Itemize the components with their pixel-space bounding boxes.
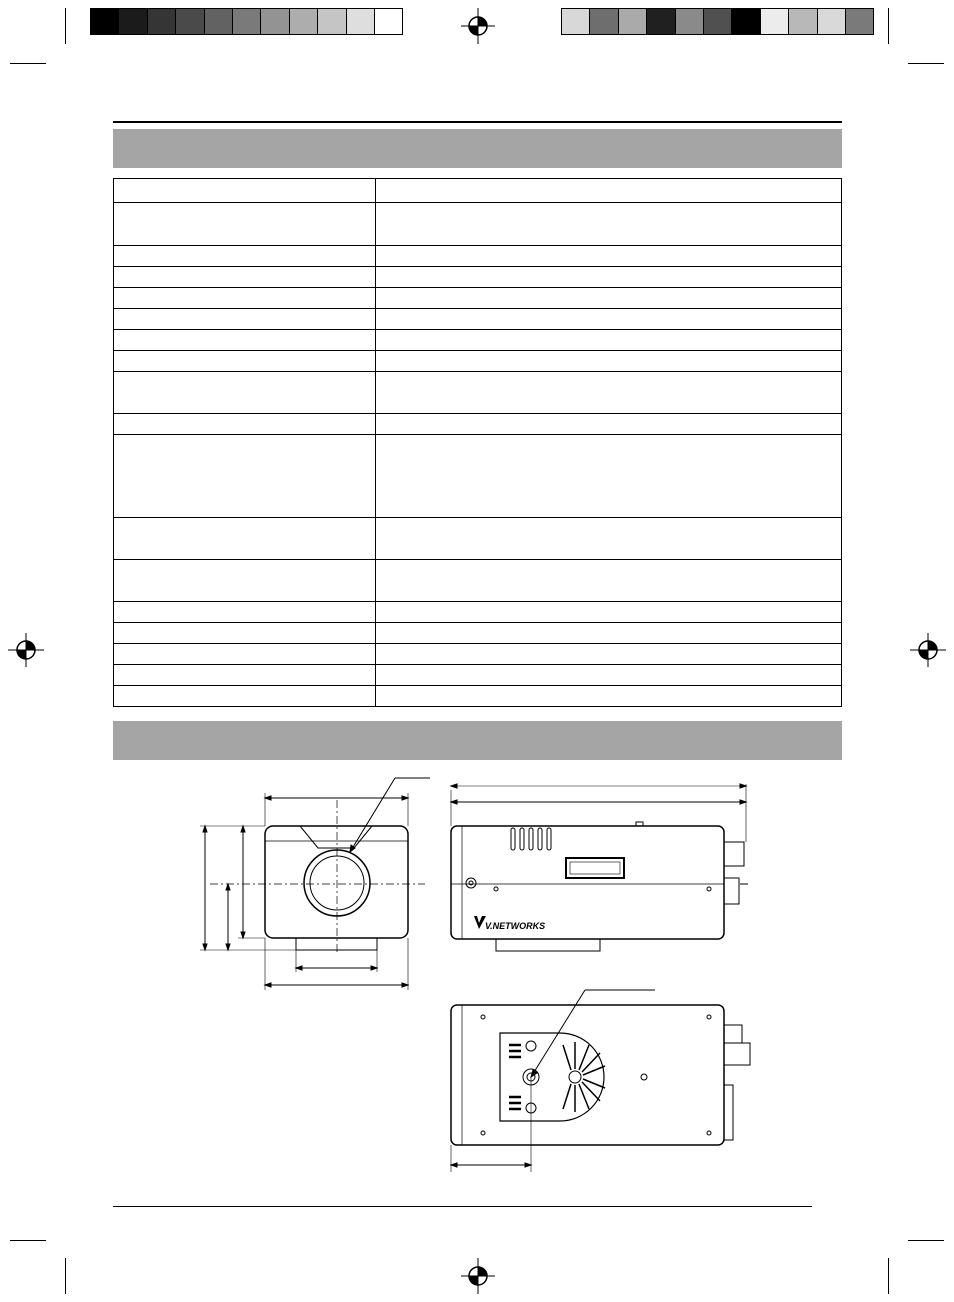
spec-value-cell: [376, 288, 842, 309]
spec-label-cell: [114, 372, 376, 414]
spec-label-cell: [114, 435, 376, 518]
color-swatch: [119, 9, 147, 34]
color-calibration-bar-right: [561, 8, 874, 35]
spec-label-cell: [114, 288, 376, 309]
spec-value-cell: [376, 179, 842, 203]
table-row: [114, 602, 842, 623]
spec-value-cell: [376, 246, 842, 267]
spec-label-cell: [114, 246, 376, 267]
color-swatch: [704, 9, 732, 34]
spec-label-cell: [114, 602, 376, 623]
spec-value-cell: [376, 351, 842, 372]
svg-text:V.NETWORKS: V.NETWORKS: [485, 921, 546, 931]
color-swatch: [789, 9, 817, 34]
table-row: [114, 330, 842, 351]
color-swatch: [176, 9, 204, 34]
crop-mark: [888, 8, 889, 44]
spec-label-cell: [114, 644, 376, 665]
spec-value-cell: [376, 414, 842, 435]
table-row: [114, 351, 842, 372]
table-row: [114, 686, 842, 707]
spec-label-cell: [114, 351, 376, 372]
color-swatch: [233, 9, 261, 34]
header-rule: [113, 121, 842, 123]
registration-mark-icon: [910, 633, 946, 667]
color-swatch: [347, 9, 375, 34]
spec-label-cell: [114, 203, 376, 246]
color-calibration-bar-left: [90, 8, 403, 35]
table-row: [114, 414, 842, 435]
table-row: [114, 560, 842, 602]
color-swatch: [846, 9, 873, 34]
spec-value-cell: [376, 435, 842, 518]
color-swatch: [619, 9, 647, 34]
spec-label-cell: [114, 414, 376, 435]
networks-logo: [474, 916, 545, 931]
specifications-section-band: [113, 129, 842, 168]
table-row: [114, 435, 842, 518]
table-row: [114, 246, 842, 267]
dimensions-section-band: [113, 721, 842, 760]
table-row: [114, 309, 842, 330]
spec-label-cell: [114, 665, 376, 686]
color-swatch: [647, 9, 675, 34]
color-swatch: [732, 9, 760, 34]
crop-mark: [10, 63, 46, 64]
spec-value-cell: [376, 518, 842, 560]
spec-label-cell: [114, 330, 376, 351]
table-row: [114, 644, 842, 665]
registration-mark-icon: [461, 1258, 495, 1294]
table-row: [114, 372, 842, 414]
spec-value-cell: [376, 686, 842, 707]
color-swatch: [148, 9, 176, 34]
color-swatch: [318, 9, 346, 34]
front-view-drawing: [200, 778, 430, 990]
spec-label-cell: [114, 309, 376, 330]
table-row: [114, 267, 842, 288]
color-swatch: [290, 9, 318, 34]
color-swatch: [375, 9, 402, 34]
crop-mark: [65, 8, 66, 44]
crop-mark: [65, 1258, 66, 1294]
spec-label-cell: [114, 267, 376, 288]
spec-label-cell: [114, 686, 376, 707]
crop-mark: [888, 1258, 889, 1294]
color-swatch: [261, 9, 289, 34]
spec-value-cell: [376, 330, 842, 351]
table-row: [114, 179, 842, 203]
registration-mark-icon: [8, 633, 44, 667]
color-swatch: [205, 9, 233, 34]
spec-label-cell: [114, 518, 376, 560]
spec-label-cell: [114, 623, 376, 644]
spec-value-cell: [376, 203, 842, 246]
color-swatch: [590, 9, 618, 34]
spec-value-cell: [376, 644, 842, 665]
spec-value-cell: [376, 309, 842, 330]
color-swatch: [761, 9, 789, 34]
specifications-table: [113, 178, 842, 707]
color-swatch: [91, 9, 119, 34]
spec-value-cell: [376, 560, 842, 602]
table-row: [114, 518, 842, 560]
spec-value-cell: [376, 623, 842, 644]
color-swatch: [562, 9, 590, 34]
table-row: [114, 623, 842, 644]
spec-label-cell: [114, 560, 376, 602]
crop-mark: [908, 1240, 944, 1241]
table-row: [114, 203, 842, 246]
crop-mark: [908, 63, 944, 64]
spec-value-cell: [376, 665, 842, 686]
color-swatch: [818, 9, 846, 34]
footer-rule: [113, 1206, 812, 1207]
color-swatch: [676, 9, 704, 34]
registration-mark-icon: [461, 8, 495, 44]
table-row: [114, 665, 842, 686]
spec-value-cell: [376, 267, 842, 288]
spec-label-cell: [114, 179, 376, 203]
table-row: [114, 288, 842, 309]
spec-value-cell: [376, 602, 842, 623]
crop-mark: [10, 1240, 46, 1241]
camera-dimension-drawings: [190, 770, 770, 1180]
bottom-view-drawing: [451, 990, 750, 1172]
spec-value-cell: [376, 372, 842, 414]
